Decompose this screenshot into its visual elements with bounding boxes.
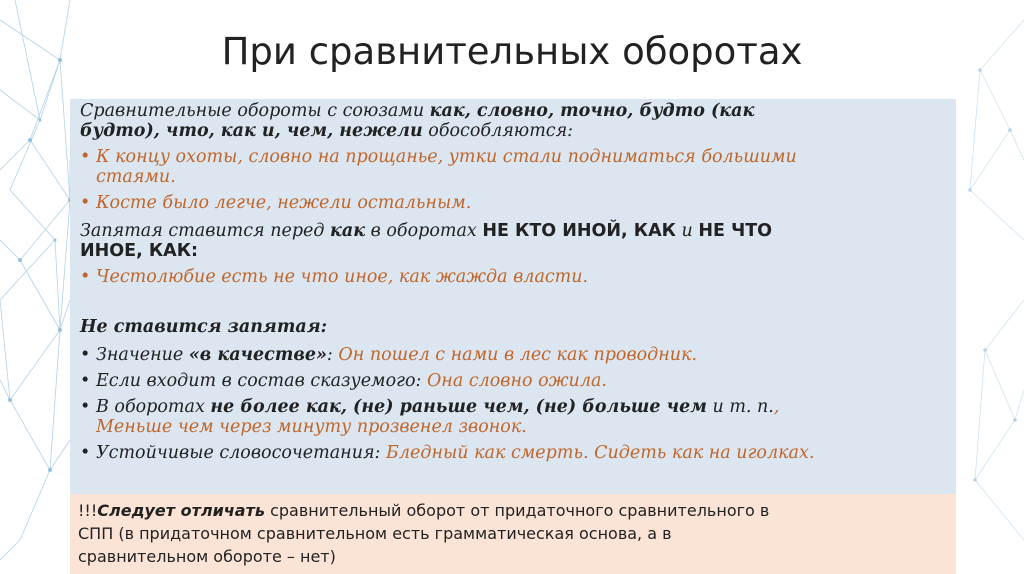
rule-1-text: Значение	[96, 345, 189, 365]
example-2	[80, 193, 950, 213]
bullet: •	[80, 267, 91, 287]
example-1-cont	[80, 167, 950, 187]
footnote-exclaim: !!!	[78, 501, 98, 520]
footnote	[78, 499, 948, 568]
rule-1-term: «в качестве»	[188, 345, 327, 365]
rule-2-example: Она словно ожила.	[426, 371, 607, 391]
rule-bullet-2	[80, 371, 950, 391]
bullet: •	[80, 443, 91, 463]
bullet: •	[80, 147, 91, 167]
comma-rule-phrase-1: НЕ КТО ИНОЙ, КАК	[482, 221, 676, 241]
bullet: •	[80, 193, 91, 213]
rule-3-text: В оборотах	[96, 397, 211, 417]
footnote-emphasis: Следует отличать	[97, 501, 265, 520]
comma-rule-text-2: в оборотах	[365, 221, 483, 241]
rule-1-colon: :	[326, 345, 339, 365]
intro-text: Сравнительные обороты с союзами	[80, 101, 430, 121]
slide-body	[80, 99, 950, 463]
example-3	[80, 267, 950, 287]
example-1-line-1: К концу охоты, словно на прощанье, утки стали подниматься большими	[96, 147, 797, 167]
slide-title: При сравнительных оборотах	[221, 30, 803, 73]
intro-line-2	[80, 121, 950, 141]
rule-4-text: Устойчивые словосочетания:	[96, 443, 387, 463]
intro-tail: обособляются:	[422, 121, 574, 141]
footnote-line-1	[78, 499, 948, 522]
comma-rule-phrase-2: НЕ ЧТО	[698, 221, 773, 241]
footnote-text-1: сравнительный оборот от придаточного сравнительного в	[264, 501, 770, 520]
comma-rule-line-1	[80, 221, 950, 241]
rule-4-example: Бледный как смерть. Сидеть как на иголках.	[386, 443, 815, 463]
rule-bullet-3-cont	[80, 417, 950, 437]
example-1-line-2: стаями.	[96, 167, 176, 187]
footnote-line-2: СПП (в придаточном сравнительном есть грамматическая основа, а в	[78, 524, 672, 543]
rule-1-example: Он пошел с нами в лес как проводник.	[338, 345, 698, 365]
bullet: •	[80, 345, 91, 365]
comma-rule-and: и	[675, 221, 699, 241]
intro-line-1	[80, 101, 950, 121]
intro-conjunctions-2: будто), что, как и, чем, нежели	[80, 121, 423, 141]
example-2-text: Косте было легче, нежели остальным.	[96, 193, 472, 213]
comma-rule-kak: как	[330, 221, 366, 241]
comma-rule-line-2	[80, 241, 950, 261]
comma-rule-phrase-2-cont: ИНОЕ, КАК:	[80, 241, 199, 261]
no-comma-heading: Не ставится запятая:	[80, 317, 328, 337]
rule-bullet-1	[80, 345, 950, 365]
rule-3-comma: ,	[773, 397, 780, 417]
example-1	[80, 147, 950, 167]
example-3-text: Честолюбие есть не что иное, как жажда власти.	[96, 267, 589, 287]
rule-bullet-4	[80, 443, 950, 463]
bullet: •	[80, 397, 91, 417]
footnote-line-3: сравнительном обороте – нет)	[78, 547, 336, 566]
intro-conjunctions: как, словно, точно, будто (как	[429, 101, 755, 121]
rule-2-text: Если входит в состав сказуемого:	[96, 371, 427, 391]
rule-3-post: и т. п.	[706, 397, 774, 417]
rule-3-term: не более как, (не) раньше чем, (не) больше чем	[210, 397, 707, 417]
comma-rule-text: Запятая ставится перед	[80, 221, 331, 241]
rule-3-example: Меньше чем через минуту прозвенел звонок.	[96, 417, 527, 437]
bullet: •	[80, 371, 91, 391]
rule-bullet-3	[80, 397, 950, 417]
